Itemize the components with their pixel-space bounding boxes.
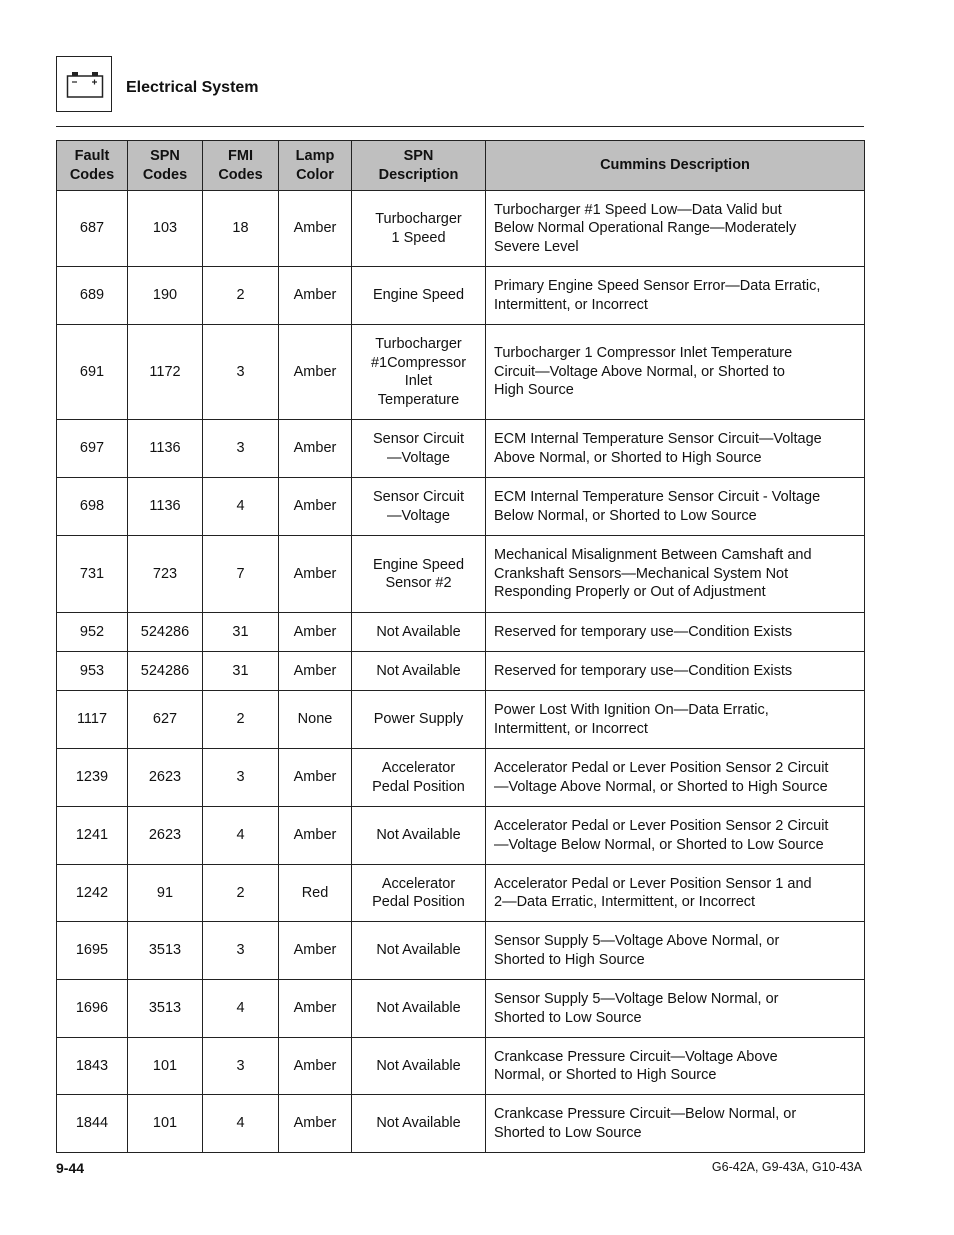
cummins-description-line: Shorted to Low Source xyxy=(494,1009,642,1026)
fmi-code-cell: 2 xyxy=(203,691,279,749)
table-row xyxy=(57,191,865,267)
cummins-description-line: 2—Data Erratic, Intermittent, or Incorrect xyxy=(494,894,756,910)
lamp-color-cell: Amber xyxy=(279,478,352,536)
spn-code-cell: 190 xyxy=(128,267,203,325)
spn-description-line: Turbocharger xyxy=(375,336,462,352)
spn-description-line: Temperature xyxy=(377,391,460,408)
spn-description-line: Not Available xyxy=(376,662,461,679)
cummins-description-cell xyxy=(486,613,865,652)
lamp-color-cell: Amber xyxy=(279,652,352,691)
lamp-color-cell: Amber xyxy=(279,536,352,613)
cummins-description-line: Turbocharger #1 Speed Low—Data Valid but xyxy=(494,201,782,218)
table-row xyxy=(57,420,865,478)
fault-code-cell: 1696 xyxy=(57,980,128,1038)
spn-description-cell xyxy=(352,536,486,613)
spn-description-line: Not Available xyxy=(376,827,461,844)
fault-code-cell: 1117 xyxy=(57,691,128,749)
cummins-description-line: Mechanical Misalignment Between Camshaft and xyxy=(494,547,812,564)
lamp-color-cell: Amber xyxy=(279,980,352,1038)
fault-code-cell: 1239 xyxy=(57,749,128,807)
cummins-description-cell xyxy=(486,922,865,980)
spn-description-cell xyxy=(352,267,486,325)
fmi-code-cell: 31 xyxy=(203,652,279,691)
spn-description-cell xyxy=(352,478,486,536)
fmi-code-cell: 18 xyxy=(203,191,279,267)
table-header-row xyxy=(57,141,865,191)
spn-description-line: Power Supply xyxy=(373,711,464,728)
fmi-code-cell: 3 xyxy=(203,1038,279,1095)
spn-code-cell: 524286 xyxy=(128,652,203,691)
spn-description-cell xyxy=(352,807,486,865)
cummins-description-line: Crankcase Pressure Circuit—Below Normal, or xyxy=(494,1106,797,1122)
cummins-description-line: Accelerator Pedal or Lever Position Sensor 2 Circuit xyxy=(494,818,829,834)
cummins-description-line: —Voltage Above Normal, or Shorted to High Source xyxy=(494,778,828,795)
lamp-color-cell: Amber xyxy=(279,1038,352,1095)
spn-code-cell: 1136 xyxy=(128,478,203,536)
spn-description-line: Accelerator xyxy=(381,875,456,892)
cummins-description-line: Below Normal, or Shorted to Low Source xyxy=(494,507,757,524)
lamp-color-cell: Amber xyxy=(279,922,352,980)
fmi-code-cell: 7 xyxy=(203,536,279,613)
lamp-color-cell: Red xyxy=(279,865,352,922)
spn-description-line: Not Available xyxy=(376,1115,461,1132)
table-row xyxy=(57,691,865,749)
spn-description-cell xyxy=(352,980,486,1038)
spn-description-line: Inlet xyxy=(404,373,433,389)
column-header-line: Lamp xyxy=(295,148,335,164)
fmi-code-cell: 3 xyxy=(203,325,279,420)
spn-description-cell xyxy=(352,420,486,478)
fault-code-cell: 697 xyxy=(57,420,128,478)
cummins-description-line: Sensor Supply 5—Voltage Below Normal, or xyxy=(494,991,779,1007)
spn-code-cell: 103 xyxy=(128,191,203,267)
cummins-description-line: Shorted to High Source xyxy=(494,951,645,968)
cummins-description-cell xyxy=(486,749,865,807)
fmi-code-cell: 2 xyxy=(203,865,279,922)
spn-description-line: Not Available xyxy=(376,623,461,640)
spn-description-cell xyxy=(352,865,486,922)
cummins-description-line: Shorted to Low Source xyxy=(494,1124,642,1141)
fmi-code-cell: 3 xyxy=(203,420,279,478)
table-row xyxy=(57,613,865,652)
column-header xyxy=(486,141,865,191)
cummins-description-cell xyxy=(486,980,865,1038)
table-body xyxy=(57,191,865,1153)
fault-code-cell: 731 xyxy=(57,536,128,613)
column-header-line: Color xyxy=(296,166,334,183)
cummins-description-line: Severe Level xyxy=(494,238,579,255)
cummins-description-cell xyxy=(486,807,865,865)
spn-code-cell: 91 xyxy=(128,865,203,922)
column-header xyxy=(128,141,203,191)
cummins-description-line: —Voltage Below Normal, or Shorted to Low Source xyxy=(494,836,824,853)
spn-description-line: Not Available xyxy=(376,942,461,959)
cummins-description-cell xyxy=(486,478,865,536)
fmi-code-cell: 3 xyxy=(203,922,279,980)
spn-description-cell xyxy=(352,922,486,980)
spn-code-cell: 2623 xyxy=(128,807,203,865)
spn-description-line: Turbocharger xyxy=(375,211,462,227)
spn-description-cell xyxy=(352,1095,486,1153)
fault-code-cell: 689 xyxy=(57,267,128,325)
fmi-code-cell: 2 xyxy=(203,267,279,325)
table-row xyxy=(57,980,865,1038)
table-row xyxy=(57,267,865,325)
spn-description-line: Accelerator xyxy=(381,760,456,776)
spn-description-cell xyxy=(352,749,486,807)
column-header-line: SPN xyxy=(403,148,434,164)
fault-code-cell: 687 xyxy=(57,191,128,267)
spn-description-line: Sensor Circuit xyxy=(372,431,465,447)
spn-description-line: 1 Speed xyxy=(391,229,446,246)
spn-description-line: Pedal Position xyxy=(372,778,465,795)
spn-code-cell: 627 xyxy=(128,691,203,749)
cummins-description-cell xyxy=(486,267,865,325)
spn-code-cell: 101 xyxy=(128,1038,203,1095)
cummins-description-cell xyxy=(486,536,865,613)
column-header-line: SPN xyxy=(150,148,180,164)
fault-code-table xyxy=(56,140,865,1153)
spn-code-cell: 3513 xyxy=(128,922,203,980)
table-row xyxy=(57,536,865,613)
section-icon-box xyxy=(56,56,112,112)
cummins-description-line: Accelerator Pedal or Lever Position Sensor 1 and xyxy=(494,875,812,892)
page-number: 9-44 xyxy=(56,1160,85,1176)
lamp-color-cell: Amber xyxy=(279,1095,352,1153)
column-header-line: Cummins Description xyxy=(600,157,750,174)
fault-code-cell: 1843 xyxy=(57,1038,128,1095)
spn-code-cell: 101 xyxy=(128,1095,203,1153)
fmi-code-cell: 4 xyxy=(203,980,279,1038)
spn-description-line: Not Available xyxy=(376,1057,461,1074)
lamp-color-cell: None xyxy=(279,691,352,749)
cummins-description-line: Crankcase Pressure Circuit—Voltage Above xyxy=(494,1048,778,1065)
cummins-description-cell xyxy=(486,325,865,420)
column-header xyxy=(57,141,128,191)
lamp-color-cell: Amber xyxy=(279,420,352,478)
table-row xyxy=(57,1038,865,1095)
spn-code-cell: 3513 xyxy=(128,980,203,1038)
spn-code-cell: 723 xyxy=(128,536,203,613)
table-row xyxy=(57,807,865,865)
cummins-description-cell xyxy=(486,691,865,749)
fault-code-cell: 691 xyxy=(57,325,128,420)
table-row xyxy=(57,749,865,807)
cummins-description-line: Accelerator Pedal or Lever Position Sensor 2 Circuit xyxy=(494,760,829,776)
fault-code-cell: 1241 xyxy=(57,807,128,865)
fault-code-cell: 1695 xyxy=(57,922,128,980)
cummins-description-line: Reserved for temporary use—Condition Exists xyxy=(494,662,793,679)
cummins-description-line: Normal, or Shorted to High Source xyxy=(494,1067,717,1083)
lamp-color-cell: Amber xyxy=(279,613,352,652)
table-row xyxy=(57,922,865,980)
header-divider xyxy=(56,126,864,127)
fault-code-cell: 952 xyxy=(57,613,128,652)
column-header xyxy=(279,141,352,191)
spn-description-line: #1Compressor xyxy=(370,354,467,371)
lamp-color-cell: Amber xyxy=(279,191,352,267)
cummins-description-line: Primary Engine Speed Sensor Error—Data Erratic, xyxy=(494,278,821,294)
spn-description-cell xyxy=(352,325,486,420)
cummins-description-cell xyxy=(486,1095,865,1153)
fault-code-cell: 953 xyxy=(57,652,128,691)
cummins-description-cell xyxy=(486,191,865,267)
spn-description-line: Pedal Position xyxy=(372,894,465,910)
section-title: Electrical System xyxy=(126,79,259,96)
cummins-description-line: Sensor Supply 5—Voltage Above Normal, or xyxy=(494,933,780,949)
column-header-line: Description xyxy=(378,166,459,183)
spn-code-cell: 524286 xyxy=(128,613,203,652)
cummins-description-cell xyxy=(486,420,865,478)
column-header xyxy=(352,141,486,191)
lamp-color-cell: Amber xyxy=(279,807,352,865)
cummins-description-line: Responding Properly or Out of Adjustment xyxy=(494,584,766,601)
fmi-code-cell: 31 xyxy=(203,613,279,652)
cummins-description-line: Below Normal Operational Range—Moderately xyxy=(494,220,797,237)
column-header-line: Codes xyxy=(69,166,115,183)
column-header-line: Codes xyxy=(218,166,263,183)
spn-code-cell: 2623 xyxy=(128,749,203,807)
fmi-code-cell: 4 xyxy=(203,478,279,536)
cummins-description-line: ECM Internal Temperature Sensor Circuit - Voltage xyxy=(494,489,821,505)
spn-description-cell xyxy=(352,691,486,749)
fault-code-cell: 1242 xyxy=(57,865,128,922)
table-row xyxy=(57,1095,865,1153)
cummins-description-line: Turbocharger 1 Compressor Inlet Temperature xyxy=(494,345,793,362)
spn-description-line: —Voltage xyxy=(387,449,450,466)
table-row xyxy=(57,865,865,922)
column-header-line: FMI xyxy=(228,148,253,164)
column-header-line: Fault xyxy=(74,148,110,164)
column-header xyxy=(203,141,279,191)
spn-description-line: Engine Speed xyxy=(372,287,465,304)
table-row xyxy=(57,652,865,691)
cummins-description-line: Reserved for temporary use—Condition Exists xyxy=(494,623,793,640)
spn-description-line: Sensor Circuit xyxy=(372,489,465,505)
spn-description-cell xyxy=(352,652,486,691)
fmi-code-cell: 4 xyxy=(203,807,279,865)
cummins-description-line: Above Normal, or Shorted to High Source xyxy=(494,449,762,466)
lamp-color-cell: Amber xyxy=(279,267,352,325)
cummins-description-line: ECM Internal Temperature Sensor Circuit—Voltage xyxy=(494,431,822,447)
fault-code-cell: 1844 xyxy=(57,1095,128,1153)
cummins-description-line: High Source xyxy=(494,382,574,399)
cummins-description-line: Intermittent, or Incorrect xyxy=(494,296,648,313)
cummins-description-cell xyxy=(486,865,865,922)
fmi-code-cell: 3 xyxy=(203,749,279,807)
model-list: G6-42A, G9-43A, G10-43A xyxy=(711,1160,862,1174)
column-header-line: Codes xyxy=(142,166,188,183)
spn-description-line: Engine Speed xyxy=(372,556,465,573)
cummins-description-cell xyxy=(486,1038,865,1095)
spn-description-cell xyxy=(352,191,486,267)
spn-description-line: —Voltage xyxy=(387,507,450,524)
cummins-description-line: Crankshaft Sensors—Mechanical System Not xyxy=(494,565,789,582)
battery-icon xyxy=(66,70,104,100)
spn-code-cell: 1172 xyxy=(128,325,203,420)
fmi-code-cell: 4 xyxy=(203,1095,279,1153)
cummins-description-line: Power Lost With Ignition On—Data Erratic, xyxy=(494,702,769,718)
lamp-color-cell: Amber xyxy=(279,325,352,420)
spn-description-cell xyxy=(352,1038,486,1095)
spn-description-line: Sensor #2 xyxy=(385,575,452,591)
fault-code-cell: 698 xyxy=(57,478,128,536)
cummins-description-line: Circuit—Voltage Above Normal, or Shorted to xyxy=(494,363,785,380)
cummins-description-line: Intermittent, or Incorrect xyxy=(494,720,648,737)
table-row xyxy=(57,478,865,536)
lamp-color-cell: Amber xyxy=(279,749,352,807)
cummins-description-cell xyxy=(486,652,865,691)
spn-code-cell: 1136 xyxy=(128,420,203,478)
table-row xyxy=(57,325,865,420)
spn-description-cell xyxy=(352,613,486,652)
spn-description-line: Not Available xyxy=(376,1000,461,1017)
